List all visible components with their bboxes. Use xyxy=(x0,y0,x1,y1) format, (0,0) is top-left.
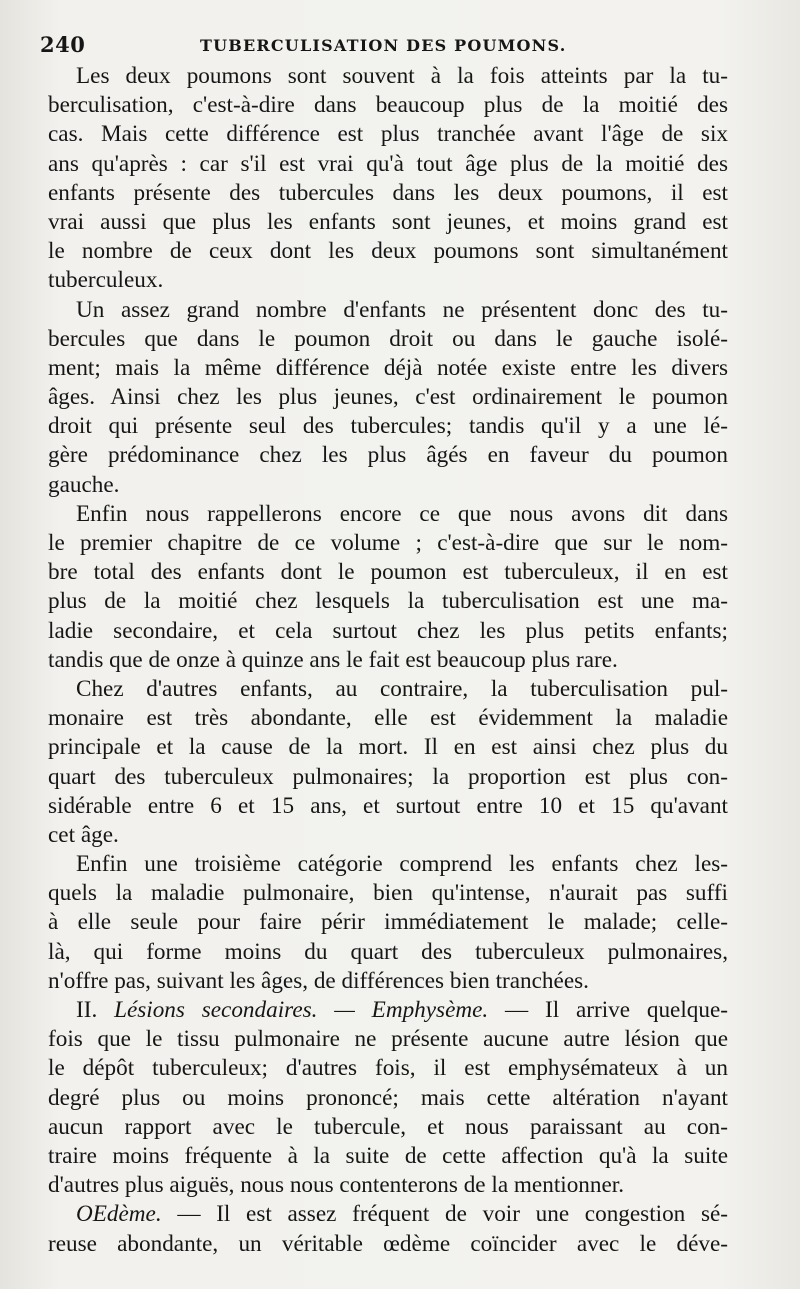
body-text xyxy=(48,62,728,1259)
text-line: monaire est très abondante, elle est évidemment la maladie xyxy=(48,705,728,732)
text-line: gère prédominance chez les plus âgés en faveur du poumon xyxy=(48,442,728,469)
text-line: à elle seule pour faire périr immédiatement le malade; celle- xyxy=(48,909,728,936)
section-number: II. xyxy=(76,997,115,1023)
text-line: le dépôt tuberculeux; d'autres fois, il est emphysémateux à un xyxy=(48,1055,728,1082)
text-line: Chez d'autres enfants, au contraire, la tuberculisation pul- xyxy=(76,675,728,702)
text-line: Les deux poumons sont souvent à la fois atteints par la tu- xyxy=(76,63,728,89)
running-title: TUBERCULISATION DES POUMONS. xyxy=(200,36,567,55)
text-line: ladie secondaire, et cela surtout chez les plus petits enfants; xyxy=(48,617,728,644)
text-line: âges. Ainsi chez les plus jeunes, c'est ordinairement le poumon xyxy=(48,384,728,411)
text-line: Enfin une troisième catégorie comprend les enfants chez les- xyxy=(76,851,728,878)
text-line: ans qu'après : car s'il est vrai qu'à tout âge plus de la moitié des xyxy=(48,150,728,177)
text-line xyxy=(48,996,728,1025)
text-line: vrai aussi que plus les enfants sont jeunes, et moins grand est xyxy=(48,208,728,235)
text-line: quart des tuberculeux pulmonaires; la proportion est plus con- xyxy=(48,763,728,790)
text-line: degré plus ou moins prononcé; mais cette altération n'ayant xyxy=(48,1084,728,1111)
text-line: Un assez grand nombre d'enfants ne présentent donc des tu- xyxy=(76,296,728,323)
text-line: tandis que de onze à quinze ans le fait est beaucoup plus rare. xyxy=(48,646,618,673)
section-heading: OEdème. xyxy=(76,1201,162,1228)
text-line: n'offre pas, suivant les âges, de différences bien tranchées. xyxy=(48,967,589,994)
text-line: bre total des enfants dont le poumon est tuberculeux, il en est xyxy=(48,559,728,586)
text-line: plus de la moitié chez lesquels la tuberculisation est une ma- xyxy=(48,588,728,615)
text-line: berculisation, c'est-à-dire dans beaucoup plus de la moitié des xyxy=(48,92,728,119)
text-line: reuse abondante, un véritable œdème coïncider avec le déve- xyxy=(48,1230,728,1257)
text-line: bercules que dans le poumon droit ou dans le gauche isolé- xyxy=(48,325,728,352)
line-text: — Il arrive quelque- xyxy=(488,997,728,1023)
text-line: d'autres plus aiguës, nous nous contenterons de la mentionner. xyxy=(48,1172,625,1199)
text-line: traire moins fréquente à la suite de cette affection qu'à la suite xyxy=(48,1142,728,1169)
text-line: fois que le tissu pulmonaire ne présente aucune autre lésion que xyxy=(48,1026,728,1053)
text-line: le premier chapitre de ce volume ; c'est-à-dire que sur le nom- xyxy=(48,530,728,556)
line-text: — Il est assez fréquent de voir une congestion sé- xyxy=(161,1201,728,1228)
text-line: Enfin nous rappellerons encore ce que nous avons dit dans xyxy=(76,500,728,527)
text-line: droit qui présente seul des tubercules; tandis qu'il y a une lé- xyxy=(48,413,728,440)
page-header xyxy=(40,32,740,62)
text-line: le nombre de ceux dont les deux poumons sont simultanément xyxy=(48,238,728,265)
text-line: aucun rapport avec le tubercule, et nous paraissant au con- xyxy=(48,1113,728,1140)
text-line: ment; mais la même différence déjà notée existe entre les divers xyxy=(48,354,728,381)
section-heading: Lésions secondaires. — Emphysème. xyxy=(114,997,489,1023)
text-line: là, qui forme moins du quart des tuberculeux pulmonaires, xyxy=(48,938,728,965)
text-line: sidérable entre 6 et 15 ans, et surtout entre 10 et 15 qu'avant xyxy=(48,792,728,819)
page-number: 240 xyxy=(40,32,86,57)
text-line: enfants présente des tubercules dans les deux poumons, il est xyxy=(48,179,728,206)
text-line: cet âge. xyxy=(48,821,119,848)
text-line: gauche. xyxy=(48,471,120,498)
text-line: cas. Mais cette différence est plus tranchée avant l'âge de six xyxy=(48,121,728,148)
text-line: principale et la cause de la mort. Il en est ainsi chez plus du xyxy=(48,734,728,761)
text-line: tuberculeux. xyxy=(48,267,164,294)
text-line xyxy=(48,1200,728,1229)
text-line: quels la maladie pulmonaire, bien qu'intense, n'aurait pas suffi xyxy=(48,880,728,907)
